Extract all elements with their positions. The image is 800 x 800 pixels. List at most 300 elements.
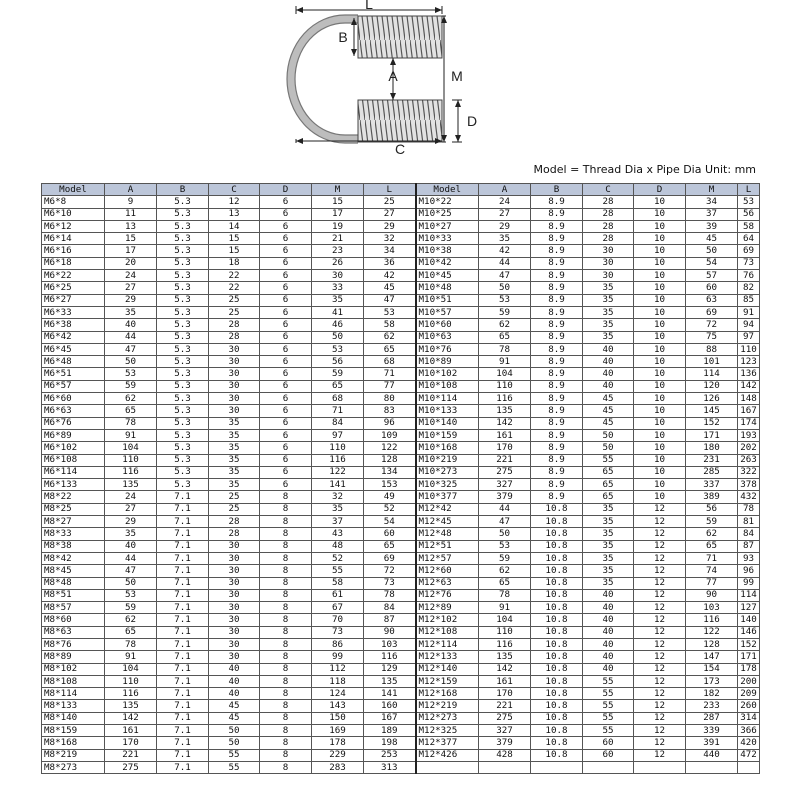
cell-a: 104: [479, 614, 531, 626]
cell-c: 35: [583, 503, 634, 515]
cell-model: M6*8: [42, 196, 105, 208]
header-b: B: [531, 184, 583, 196]
cell-model: M6*27: [42, 294, 105, 306]
cell-d: 12: [634, 700, 686, 712]
cell-b: 7.1: [157, 638, 209, 650]
cell-d: 8: [260, 737, 312, 749]
cell-l: 127: [738, 602, 760, 614]
cell-model: M10*22: [416, 196, 479, 208]
cell-model: M8*22: [42, 491, 105, 503]
cell-model: M6*18: [42, 257, 105, 269]
cell-c: 35: [583, 528, 634, 540]
cell-b: 5.3: [157, 368, 209, 380]
cell-l: 47: [364, 294, 416, 306]
cell-model: M10*60: [416, 319, 479, 331]
table-row: [42, 319, 760, 331]
cell-d: 12: [634, 688, 686, 700]
cell-a: 221: [479, 700, 531, 712]
cell-b: 5.3: [157, 454, 209, 466]
cell-m: 68: [312, 393, 364, 405]
cell-b: 10.8: [531, 675, 583, 687]
cell-b: 7.1: [157, 528, 209, 540]
cell-l: 122: [364, 442, 416, 454]
cell-c: 28: [583, 196, 634, 208]
cell-a: 161: [479, 429, 531, 441]
cell-b: 5.3: [157, 294, 209, 306]
cell-m: 90: [686, 589, 738, 601]
cell-d: 10: [634, 331, 686, 343]
cell-a: 110: [105, 454, 157, 466]
cell-model: M6*14: [42, 233, 105, 245]
cell-model: M8*76: [42, 638, 105, 650]
cell-model: M10*108: [416, 380, 479, 392]
cell-a: 91: [105, 429, 157, 441]
cell-c: 13: [209, 208, 260, 220]
cell-l: 56: [738, 208, 760, 220]
table-row: [42, 663, 760, 675]
cell-a: 27: [105, 282, 157, 294]
cell-d: 10: [634, 270, 686, 282]
cell-m: 71: [312, 405, 364, 417]
cell-a: 42: [479, 245, 531, 257]
cell-a: 116: [479, 638, 531, 650]
cell-c: 30: [209, 552, 260, 564]
header-m: M: [312, 184, 364, 196]
table-row: [42, 306, 760, 318]
cell-b: 8.9: [531, 356, 583, 368]
cell-model: M6*10: [42, 208, 105, 220]
cell-c: 35: [583, 294, 634, 306]
cell-a: 27: [479, 208, 531, 220]
cell-d: 10: [634, 220, 686, 232]
cell-a: 110: [105, 675, 157, 687]
label-l: L: [365, 0, 373, 12]
cell-b: 10.8: [531, 552, 583, 564]
cell-l: 60: [364, 528, 416, 540]
cell-a: 135: [479, 405, 531, 417]
cell-a: 65: [479, 331, 531, 343]
cell-c: 28: [209, 331, 260, 343]
header-a: A: [105, 184, 157, 196]
cell-d: 10: [634, 294, 686, 306]
cell-c: 30: [209, 614, 260, 626]
cell-d: 8: [260, 552, 312, 564]
cell-d: 10: [634, 196, 686, 208]
cell-m: 33: [312, 282, 364, 294]
cell-c: 35: [209, 417, 260, 429]
cell-model: M8*45: [42, 565, 105, 577]
cell-l: 189: [364, 725, 416, 737]
cell-a: 47: [479, 270, 531, 282]
cell-m: 35: [312, 503, 364, 515]
cell-m: 118: [312, 675, 364, 687]
table-row: [42, 196, 760, 208]
cell-d: 8: [260, 540, 312, 552]
cell-b: 8.9: [531, 208, 583, 220]
cell-a: 29: [105, 516, 157, 528]
cell-m: 39: [686, 220, 738, 232]
cell-model: M8*159: [42, 725, 105, 737]
cell-m: 61: [312, 589, 364, 601]
cell-b: 7.1: [157, 688, 209, 700]
cell-a: [479, 761, 531, 773]
cell-d: 12: [634, 626, 686, 638]
cell-m: 114: [686, 368, 738, 380]
cell-l: 97: [738, 331, 760, 343]
cell-l: 123: [738, 356, 760, 368]
cell-d: 12: [634, 565, 686, 577]
cell-l: 260: [738, 700, 760, 712]
cell-c: 55: [583, 725, 634, 737]
table-row: [42, 220, 760, 232]
cell-b: 8.9: [531, 220, 583, 232]
cell-model: M12*325: [416, 725, 479, 737]
cell-c: 40: [209, 663, 260, 675]
cell-b: 7.1: [157, 737, 209, 749]
cell-l: 62: [364, 331, 416, 343]
cell-model: M12*133: [416, 651, 479, 663]
cell-m: 169: [312, 725, 364, 737]
cell-b: 7.1: [157, 589, 209, 601]
header-c: C: [209, 184, 260, 196]
cell-d: 10: [634, 405, 686, 417]
cell-m: 37: [686, 208, 738, 220]
cell-model: M8*33: [42, 528, 105, 540]
cell-c: 55: [583, 712, 634, 724]
table-row: [42, 528, 760, 540]
cell-l: 142: [738, 380, 760, 392]
cell-d: 6: [260, 417, 312, 429]
cell-b: 5.3: [157, 220, 209, 232]
table-row: [42, 761, 760, 773]
cell-a: 161: [479, 675, 531, 687]
cell-l: 322: [738, 466, 760, 478]
cell-l: 116: [364, 651, 416, 663]
cell-c: 50: [583, 442, 634, 454]
cell-b: 7.1: [157, 614, 209, 626]
cell-a: 17: [105, 245, 157, 257]
cell-model: M8*102: [42, 663, 105, 675]
cell-a: 104: [105, 442, 157, 454]
cell-d: 6: [260, 405, 312, 417]
cell-l: 263: [738, 454, 760, 466]
lower-thread: [358, 100, 442, 142]
cell-d: 6: [260, 208, 312, 220]
cell-b: 5.3: [157, 429, 209, 441]
cell-d: 8: [260, 503, 312, 515]
cell-b: 10.8: [531, 602, 583, 614]
cell-l: 58: [364, 319, 416, 331]
cell-a: 104: [479, 368, 531, 380]
cell-a: 78: [479, 343, 531, 355]
cell-c: 30: [209, 393, 260, 405]
cell-l: 153: [364, 479, 416, 491]
cell-model: M12*89: [416, 602, 479, 614]
cell-m: 32: [312, 491, 364, 503]
cell-d: 10: [634, 208, 686, 220]
cell-c: 30: [209, 540, 260, 552]
cell-d: 6: [260, 368, 312, 380]
cell-b: 8.9: [531, 331, 583, 343]
cell-m: 65: [312, 380, 364, 392]
cell-a: 327: [479, 479, 531, 491]
cell-a: 50: [105, 577, 157, 589]
cell-c: 30: [209, 638, 260, 650]
cell-model: M8*133: [42, 700, 105, 712]
cell-c: 65: [583, 466, 634, 478]
cell-d: 8: [260, 589, 312, 601]
cell-c: 35: [209, 466, 260, 478]
cell-c: 30: [209, 589, 260, 601]
cell-a: 47: [105, 343, 157, 355]
cell-c: 30: [583, 245, 634, 257]
cell-l: 82: [738, 282, 760, 294]
cell-a: 50: [479, 528, 531, 540]
cell-d: 6: [260, 245, 312, 257]
cell-m: 50: [686, 245, 738, 257]
cell-m: 101: [686, 356, 738, 368]
cell-model: M8*219: [42, 749, 105, 761]
table-row: [42, 565, 760, 577]
cell-l: 378: [738, 479, 760, 491]
cell-model: M8*140: [42, 712, 105, 724]
table-row: [42, 638, 760, 650]
cell-c: 60: [583, 737, 634, 749]
cell-l: 90: [364, 626, 416, 638]
cell-a: 50: [479, 282, 531, 294]
cell-l: 420: [738, 737, 760, 749]
cell-m: 67: [312, 602, 364, 614]
cell-a: 78: [105, 638, 157, 650]
cell-l: 91: [738, 306, 760, 318]
cell-a: 62: [479, 319, 531, 331]
cell-d: 10: [634, 245, 686, 257]
cell-d: 10: [634, 306, 686, 318]
cell-c: 30: [209, 651, 260, 663]
cell-c: 55: [583, 454, 634, 466]
cell-m: 171: [686, 429, 738, 441]
cell-b: 8.9: [531, 479, 583, 491]
cell-model: M10*25: [416, 208, 479, 220]
cell-a: 110: [479, 626, 531, 638]
cell-a: 50: [105, 356, 157, 368]
cell-model: M12*273: [416, 712, 479, 724]
cell-c: 30: [209, 565, 260, 577]
cell-model: M8*114: [42, 688, 105, 700]
cell-d: 6: [260, 196, 312, 208]
cell-a: 116: [105, 688, 157, 700]
cell-m: 126: [686, 393, 738, 405]
cell-model: M8*273: [42, 761, 105, 773]
cell-m: 74: [686, 565, 738, 577]
table-row: [42, 589, 760, 601]
cell-b: 10.8: [531, 503, 583, 515]
cell-m: 65: [686, 540, 738, 552]
cell-model: M6*48: [42, 356, 105, 368]
cell-model: M10*219: [416, 454, 479, 466]
cell-c: 35: [583, 552, 634, 564]
cell-model: M8*42: [42, 552, 105, 564]
cell-model: M8*63: [42, 626, 105, 638]
cell-d: 6: [260, 220, 312, 232]
cell-l: 96: [364, 417, 416, 429]
header-a: A: [479, 184, 531, 196]
cell-b: 10.8: [531, 688, 583, 700]
cell-c: 28: [209, 528, 260, 540]
cell-d: 6: [260, 343, 312, 355]
cell-model: M12*42: [416, 503, 479, 515]
cell-c: 28: [209, 516, 260, 528]
cell-l: 253: [364, 749, 416, 761]
cell-b: 8.9: [531, 196, 583, 208]
cell-b: 5.3: [157, 270, 209, 282]
table-row: [42, 479, 760, 491]
label-b: B: [338, 29, 348, 45]
cell-b: 7.1: [157, 503, 209, 515]
cell-m: 229: [312, 749, 364, 761]
cell-l: 103: [364, 638, 416, 650]
cell-m: 59: [312, 368, 364, 380]
cell-a: 9: [105, 196, 157, 208]
cell-l: 53: [738, 196, 760, 208]
cell-b: 5.3: [157, 417, 209, 429]
cell-m: 41: [312, 306, 364, 318]
cell-l: 69: [738, 245, 760, 257]
cell-d: 6: [260, 282, 312, 294]
cell-b: 10.8: [531, 663, 583, 675]
cell-a: 53: [105, 368, 157, 380]
table-row: [42, 491, 760, 503]
cell-m: 180: [686, 442, 738, 454]
cell-model: M6*33: [42, 306, 105, 318]
cell-d: 6: [260, 393, 312, 405]
cell-m: 30: [312, 270, 364, 282]
cell-c: 35: [583, 516, 634, 528]
cell-m: 73: [312, 626, 364, 638]
cell-d: 12: [634, 725, 686, 737]
table-row: [42, 294, 760, 306]
cell-model: M8*27: [42, 516, 105, 528]
cell-c: 22: [209, 282, 260, 294]
cell-model: M10*33: [416, 233, 479, 245]
cell-model: M12*45: [416, 516, 479, 528]
cell-m: 283: [312, 761, 364, 773]
cell-b: 5.3: [157, 356, 209, 368]
cell-c: 18: [209, 257, 260, 269]
cell-c: 25: [209, 503, 260, 515]
cell-a: 91: [105, 651, 157, 663]
cell-l: 84: [364, 602, 416, 614]
cell-c: 30: [209, 577, 260, 589]
cell-a: 27: [105, 503, 157, 515]
cell-c: 50: [209, 725, 260, 737]
cell-l: 87: [738, 540, 760, 552]
cell-model: M6*102: [42, 442, 105, 454]
table-row: [42, 688, 760, 700]
cell-model: M6*60: [42, 393, 105, 405]
cell-m: 97: [312, 429, 364, 441]
cell-l: 72: [364, 565, 416, 577]
cell-b: 8.9: [531, 233, 583, 245]
cell-d: 6: [260, 257, 312, 269]
cell-m: 23: [312, 245, 364, 257]
cell-a: 170: [479, 688, 531, 700]
cell-c: 40: [583, 614, 634, 626]
cell-d: 12: [634, 552, 686, 564]
cell-d: 12: [634, 675, 686, 687]
cell-c: 30: [583, 270, 634, 282]
cell-model: M12*51: [416, 540, 479, 552]
cell-c: [583, 761, 634, 773]
cell-m: 154: [686, 663, 738, 675]
cell-l: 152: [738, 638, 760, 650]
cell-d: 12: [634, 749, 686, 761]
cell-m: 63: [686, 294, 738, 306]
cell-b: 8.9: [531, 257, 583, 269]
cell-a: 170: [479, 442, 531, 454]
cell-a: 35: [479, 233, 531, 245]
cell-m: 285: [686, 466, 738, 478]
cell-d: 8: [260, 491, 312, 503]
cell-a: 91: [479, 356, 531, 368]
cell-d: 10: [634, 466, 686, 478]
cell-model: M10*89: [416, 356, 479, 368]
cell-l: 171: [738, 651, 760, 663]
cell-model: M10*140: [416, 417, 479, 429]
cell-l: 53: [364, 306, 416, 318]
header-c: C: [583, 184, 634, 196]
cell-model: M12*426: [416, 749, 479, 761]
cell-b: 5.3: [157, 442, 209, 454]
cell-c: 55: [583, 675, 634, 687]
cell-d: 6: [260, 454, 312, 466]
cell-c: 55: [209, 749, 260, 761]
cell-c: 55: [583, 700, 634, 712]
cell-a: 40: [105, 540, 157, 552]
cell-m: 112: [312, 663, 364, 675]
header-d: D: [634, 184, 686, 196]
cell-model: M8*108: [42, 675, 105, 687]
cell-b: [531, 761, 583, 773]
cell-l: 65: [364, 343, 416, 355]
cell-a: 47: [479, 516, 531, 528]
cell-c: 45: [583, 417, 634, 429]
cell-a: 24: [105, 491, 157, 503]
table-row: [42, 614, 760, 626]
cell-model: M12*108: [416, 626, 479, 638]
cell-a: 24: [105, 270, 157, 282]
cell-d: 10: [634, 343, 686, 355]
cell-l: 78: [364, 589, 416, 601]
cell-m: 86: [312, 638, 364, 650]
cell-c: 40: [583, 343, 634, 355]
cell-d: 10: [634, 380, 686, 392]
cell-m: 116: [312, 454, 364, 466]
cell-d: 6: [260, 270, 312, 282]
cell-b: 7.1: [157, 491, 209, 503]
cell-l: 32: [364, 233, 416, 245]
table-row: [42, 245, 760, 257]
cell-l: 114: [738, 589, 760, 601]
cell-l: 93: [738, 552, 760, 564]
table-row: [42, 712, 760, 724]
header-l: L: [364, 184, 416, 196]
cell-c: 15: [209, 233, 260, 245]
cell-model: M12*159: [416, 675, 479, 687]
cell-a: 20: [105, 257, 157, 269]
cell-b: 7.1: [157, 700, 209, 712]
cell-c: 22: [209, 270, 260, 282]
